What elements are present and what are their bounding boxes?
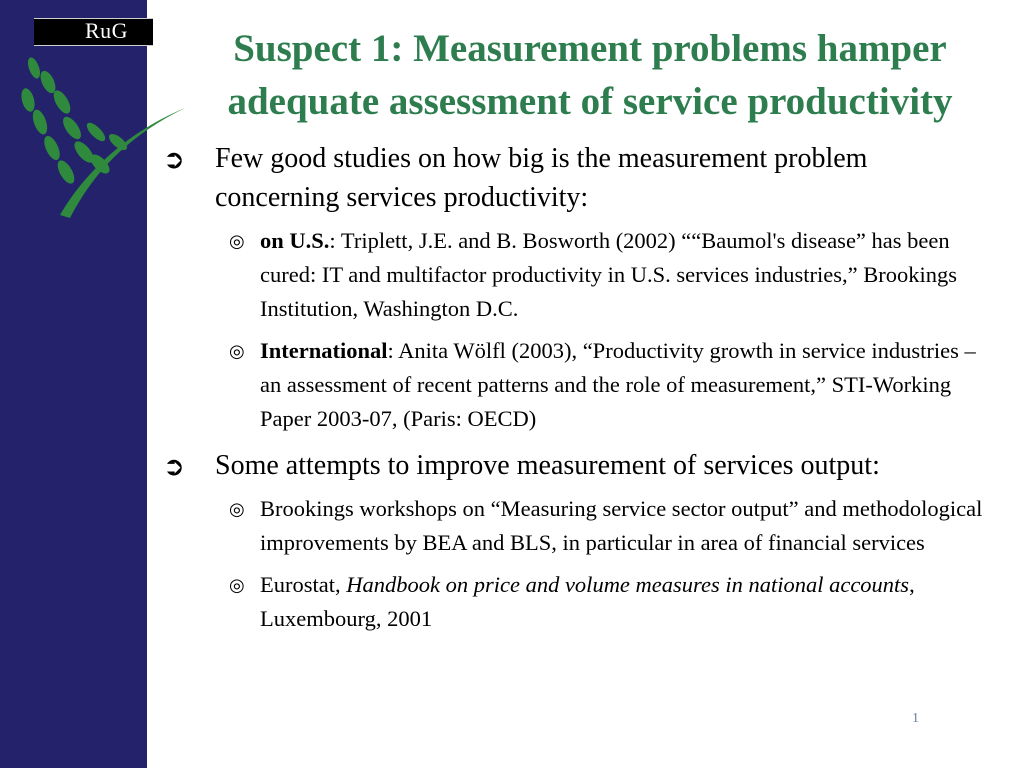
bullet-item [163, 446, 998, 485]
target-circle-icon: ◎ [229, 499, 245, 519]
target-circle-icon: ◎ [229, 341, 245, 361]
sub-bullet-bold: on U.S. [260, 228, 330, 253]
sub-bullet-item [163, 224, 998, 326]
sub-bullet-suffix: , Luxembourg, 2001 [260, 572, 915, 631]
bullet-text: Few good studies on how big is the measurement problem concerning services productivity: [215, 143, 868, 213]
sub-bullet-text: Brookings workshops on “Measuring service sector output” and methodological improvements by BEA and BLS, in particular in area of financial services [260, 496, 983, 555]
page-number: 1 [912, 711, 919, 726]
sub-bullet-item [163, 492, 998, 560]
sub-bullet-item [163, 568, 998, 636]
target-circle-icon: ◎ [229, 575, 245, 595]
sub-bullet-item [163, 334, 998, 436]
bullet-item [163, 139, 998, 217]
slide-title: Suspect 1: Measurement problems hamper adequate assessment of service productivity [227, 27, 953, 123]
sub-bullet-text: : Anita Wölfl (2003), “Productivity growth in service industries – an assessment of recent patterns and the role of measurement,” STI-Working Paper 2003-07, (Paris: OECD) [260, 338, 976, 431]
sub-bullet-text: : Triplett, J.E. and B. Bosworth (2002) ““Baumol's disease” has been cured: IT and multifactor productivity in U.S. services industries,” Brookings Institution, Washington D.C. [260, 228, 957, 321]
slide-content [163, 139, 998, 644]
sub-bullet-italic: Handbook on price and volume measures in national accounts [346, 572, 910, 597]
logo-text: RuG [84, 18, 128, 43]
bullet-text: Some attempts to improve measurement of services output: [215, 450, 880, 481]
sidebar-panel [0, 0, 147, 768]
arrow-right-circle-icon: ➲ [163, 145, 185, 174]
arrow-right-circle-icon: ➲ [163, 452, 185, 481]
sub-bullet-bold: International [260, 338, 388, 363]
sub-bullet-prefix: Eurostat, [260, 572, 347, 597]
target-circle-icon: ◎ [229, 231, 245, 251]
